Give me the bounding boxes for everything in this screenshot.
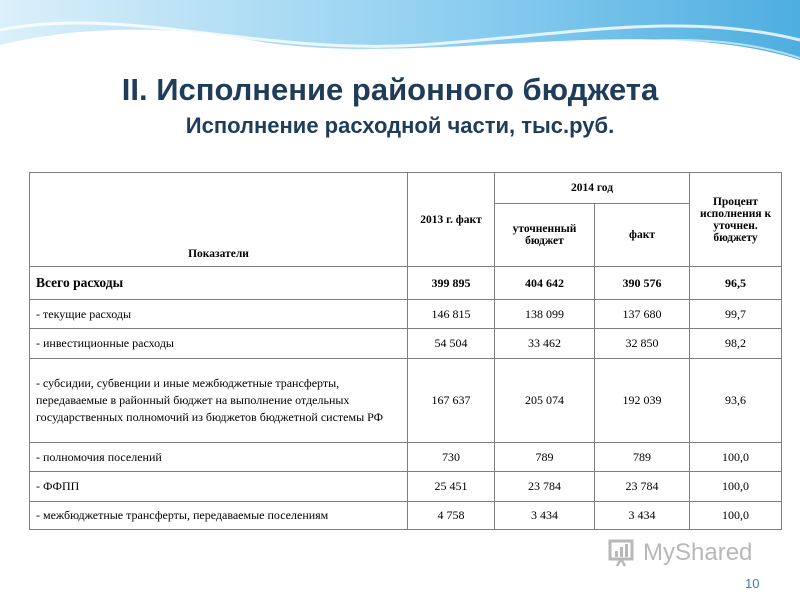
table-row [30, 267, 782, 300]
cell-refined: 138 099 [495, 300, 595, 329]
cell-2013: 25 451 [408, 472, 495, 502]
table-row [30, 472, 782, 502]
cell-refined: 205 074 [495, 359, 595, 443]
row-label: Всего расходы [30, 267, 408, 300]
cell-refined: 3 434 [495, 502, 595, 530]
cell-2013: 167 637 [408, 359, 495, 443]
cell-refined: 33 462 [495, 329, 595, 359]
decorative-wave-header [0, 0, 800, 80]
row-label: - текущие расходы [30, 300, 408, 329]
header-refined-budget: уточненный бюджет [495, 204, 595, 267]
budget-table [29, 172, 782, 530]
table-row [30, 359, 782, 443]
table-row [30, 443, 782, 472]
cell-percent: 98,2 [690, 329, 782, 359]
cell-fact: 789 [595, 443, 690, 472]
cell-percent: 93,6 [690, 359, 782, 443]
header-2013-fact: 2013 г. факт [408, 173, 495, 267]
cell-fact: 192 039 [595, 359, 690, 443]
myshared-watermark [607, 536, 767, 570]
row-label: - полномочия поселений [30, 443, 408, 472]
page-number: 10 [745, 576, 760, 591]
cell-percent: 99,7 [690, 300, 782, 329]
cell-refined: 789 [495, 443, 595, 472]
cell-percent: 96,5 [690, 267, 782, 300]
myshared-logo-icon [607, 538, 637, 568]
table-row [30, 502, 782, 530]
header-2014: 2014 год [495, 173, 690, 204]
table-row [30, 329, 782, 359]
header-percent: Процент исполнения к уточнен. бюджету [690, 173, 782, 267]
table-row [30, 300, 782, 329]
cell-2013: 730 [408, 443, 495, 472]
cell-fact: 390 576 [595, 267, 690, 300]
row-label: - субсидии, субвенции и иные межбюджетные трансферты, передаваемые в районный бюджет на выполнение отдельных государственных полномочий из бюджетов бюджетной системы РФ [30, 359, 408, 443]
slide-subtitle: Исполнение расходной части, тыс.руб. [185, 113, 615, 138]
cell-2013: 4 758 [408, 502, 495, 530]
row-label: - ФФПП [30, 472, 408, 502]
cell-percent: 100,0 [690, 502, 782, 530]
header-indicator: Показатели [30, 173, 408, 267]
row-label: - межбюджетные трансферты, передаваемые поселениям [30, 502, 408, 530]
cell-fact: 3 434 [595, 502, 690, 530]
cell-percent: 100,0 [690, 443, 782, 472]
row-label: - инвестиционные расходы [30, 329, 408, 359]
slide-title: II. Исполнение районного бюджета [121, 72, 659, 107]
cell-refined: 404 642 [495, 267, 595, 300]
cell-percent: 100,0 [690, 472, 782, 502]
cell-fact: 32 850 [595, 329, 690, 359]
cell-2013: 146 815 [408, 300, 495, 329]
cell-refined: 23 784 [495, 472, 595, 502]
cell-2013: 399 895 [408, 267, 495, 300]
header-fact: факт [595, 204, 690, 267]
cell-fact: 137 680 [595, 300, 690, 329]
watermark-text: MyShared [643, 539, 753, 566]
cell-fact: 23 784 [595, 472, 690, 502]
cell-2013: 54 504 [408, 329, 495, 359]
